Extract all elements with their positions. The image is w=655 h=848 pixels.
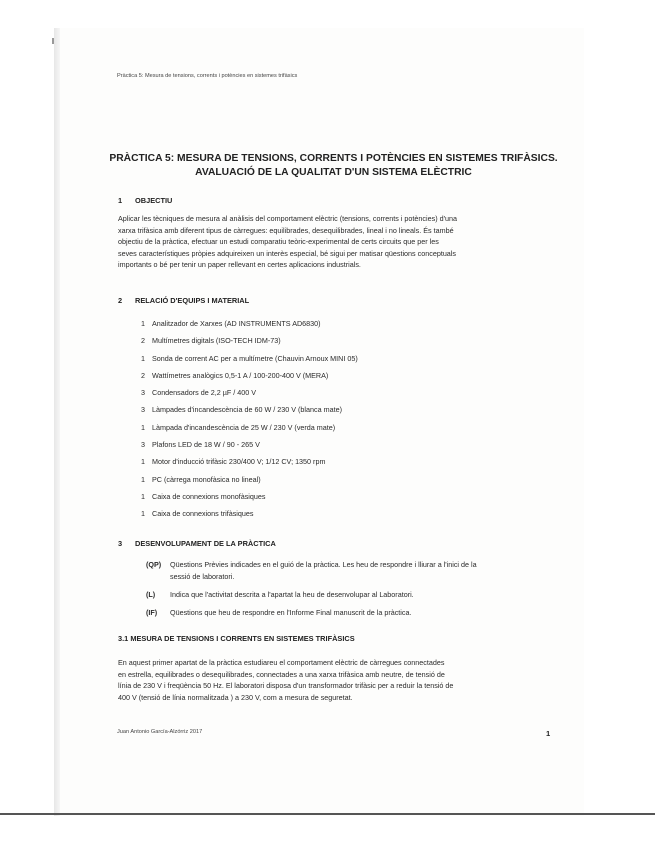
item-quantity: 1 [141, 457, 145, 467]
item-quantity: 1 [141, 491, 145, 501]
list-item [141, 423, 358, 440]
section-title: OBJECTIU [135, 196, 173, 205]
section-number: 2 [118, 296, 123, 305]
section-2-heading [118, 296, 249, 305]
paragraph-line: en estrella, equilibrades o desequilibrades, connectades a una xarxa trifàsica amb neutre, de tensió de [118, 669, 445, 679]
item-text: Làmpades d'incandescència de 60 W / 230 V (blanca mate) [152, 405, 342, 415]
item-quantity: 3 [141, 440, 145, 450]
item-quantity: 1 [141, 319, 145, 328]
legend-text: Indica que l'activitat descrita a l'apartat la heu de desenvolupar al Laboratori. [170, 590, 414, 599]
legend-text: Qüestions que heu de respondre en l'Informe Final manuscrit de la pràctica. [170, 608, 412, 617]
list-item [141, 440, 358, 457]
paragraph-line: Aplicar les tècniques de mesura al anàlisis del comportament elèctric (tensions, corrents i potències) d'una [118, 214, 457, 223]
item-text: Multímetres digitals (ISO-TECH IDM-73) [152, 336, 281, 346]
title-line-2: AVALUACIÓ DE LA QUALITAT D'UN SISTEMA ELÈCTRIC [195, 167, 472, 178]
item-quantity: 1 [141, 474, 145, 484]
scan-mark [52, 38, 54, 44]
list-item [141, 405, 358, 422]
item-text: Motor d'inducció trifàsic 230/400 V; 1/12 CV; 1350 rpm [152, 457, 326, 467]
legend-item-qp [146, 559, 566, 582]
item-text: PC (càrrega monofàsica no lineal) [152, 474, 261, 484]
item-text: Làmpada d'incandescència de 25 W / 230 V (verda mate) [152, 422, 336, 432]
section-title: RELACIÓ D'EQUIPS I MATERIAL [135, 296, 250, 305]
item-quantity: 3 [141, 388, 145, 398]
paragraph-line: xarxa trifàsica amb diferent tipus de càrregues: equilibrades, desequilibrades, lineal i no lineals. És també [118, 225, 454, 235]
page-number: 1 [546, 729, 551, 738]
item-text: Analitzador de Xarxes (AD INSTRUMENTS AD6830) [152, 319, 321, 328]
item-quantity: 1 [141, 353, 145, 363]
legend-code: (L) [146, 590, 156, 599]
item-quantity: 1 [141, 422, 145, 432]
list-item [141, 457, 358, 474]
item-text: Plafons LED de 18 W / 90 - 265 V [152, 440, 260, 450]
legend-code: (IF) [146, 608, 158, 617]
list-item [141, 371, 358, 388]
paragraph-line: En aquest primer apartat de la pràctica estudiareu el comportament elèctric de càrregues connectades [118, 658, 445, 667]
equipment-list [141, 319, 358, 527]
section-number: 1 [118, 196, 123, 205]
item-text: Caixa de connexions monofàsiques [152, 491, 266, 501]
item-quantity: 2 [141, 336, 145, 346]
list-item [141, 475, 358, 492]
title-line-1: PRÀCTICA 5: MESURA DE TENSIONS, CORRENTS I POTÈNCIES EN SISTEMES TRIFÀSICS. [109, 153, 558, 164]
legend-item-l [146, 589, 566, 601]
list-item [141, 319, 358, 336]
item-text: Condensadors de 2,2 µF / 400 V [152, 388, 257, 398]
item-text: Sonda de corrent AC per a multímetre (Chauvin Arnoux MINI 05) [152, 353, 358, 363]
section-3-1-heading: 3.1 MESURA DE TENSIONS I CORRENTS EN SISTEMES TRIFÀSICS [118, 634, 355, 643]
list-item [141, 354, 358, 371]
legend-code: (QP) [146, 560, 162, 569]
legend-text: sessió de laboratori. [170, 571, 235, 581]
paragraph-line: objectiu de la pràctica, efectuar un estudi comparatiu teòric-experimental de certs circuits que per les [118, 237, 439, 247]
list-item [141, 509, 358, 526]
item-quantity: 3 [141, 405, 145, 415]
section-3-heading [118, 539, 276, 548]
section-number: 3 [118, 539, 123, 548]
section-1-paragraph [118, 213, 563, 271]
paragraph-line: importants o bé per tenir un paper rellevant en certes aplicacions industrials. [118, 260, 361, 270]
running-header: Pràctica 5: Mesura de tensions, corrents i potències en sistemes trifàsics [117, 73, 298, 79]
section-3-1-paragraph [118, 657, 563, 703]
scan-edge [0, 813, 655, 815]
item-text: Wattímetres analògics 0,5-1 A / 100-200-400 V (MERA) [152, 370, 329, 380]
legend-text: Qüestions Prèvies indicades en el guió de la pràctica. Les heu de respondre i lliurar a l'inici de la [170, 560, 477, 569]
list-item [141, 336, 358, 353]
item-quantity: 2 [141, 370, 145, 380]
paragraph-line: línia de 230 V i freqüència 50 Hz. El laboratori disposa d'un transformador trifàsic per a reduir la tensió de [118, 681, 454, 691]
item-text: Caixa de connexions trifàsiques [152, 509, 254, 519]
legend-item-if [146, 607, 566, 619]
list-item [141, 492, 358, 509]
footer-author: Juan Antonio García-Alzórriz 2017 [117, 729, 203, 735]
paragraph-line: 400 V (tensió de línia normalitzada ) a 230 V, com a mesura de seguretat. [118, 692, 353, 702]
section-title: DESENVOLUPAMENT DE LA PRÀCTICA [135, 539, 276, 548]
list-item [141, 388, 358, 405]
section-1-heading [118, 196, 172, 205]
paragraph-line: seves característiques pròpies adquireixen un interès especial, bé sigui per matisar qüestions conceptuals [118, 248, 456, 258]
item-quantity: 1 [141, 509, 145, 519]
